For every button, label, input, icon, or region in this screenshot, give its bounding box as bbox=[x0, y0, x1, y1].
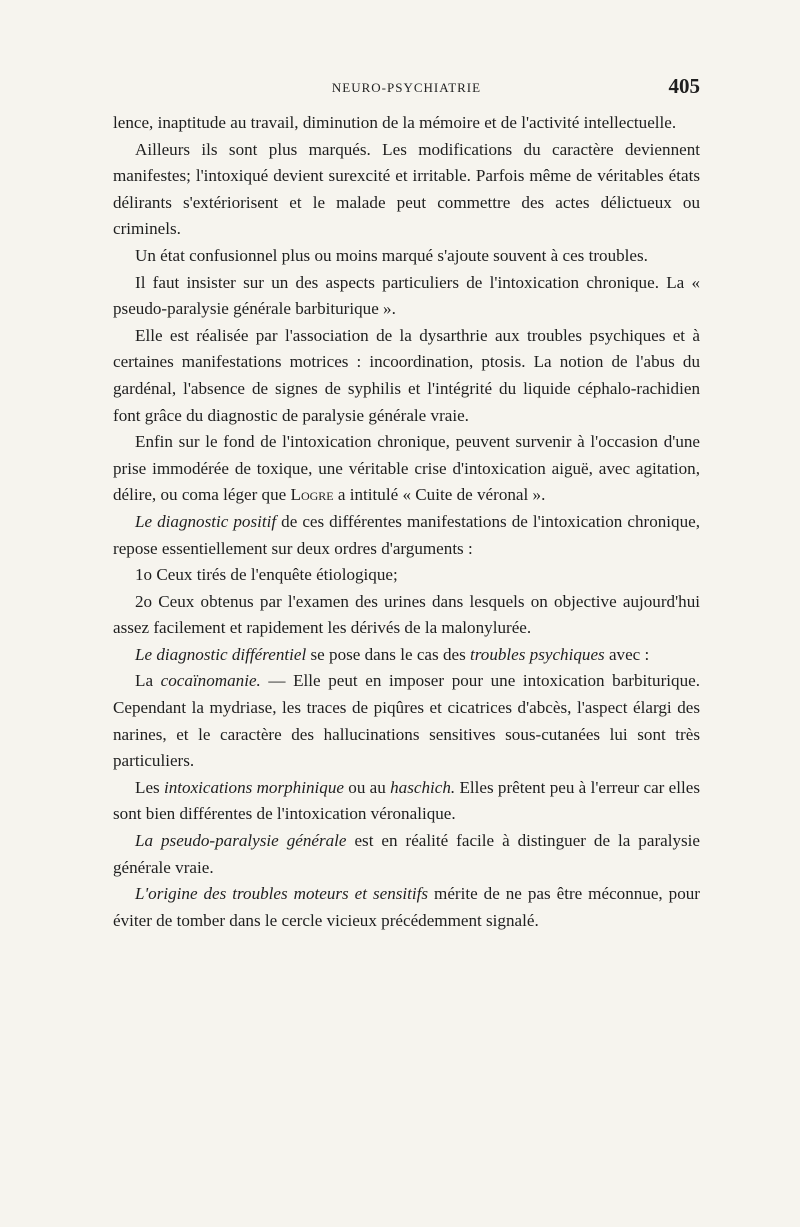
paragraph-2: Ailleurs ils sont plus marqués. Les modifications du caractère deviennent manifestes; l'intoxiqué devient surexcité et irritable. Parfois même de véritables états délirants s'extériorisent et le malade peut commettre des actes délictueux ou criminels. bbox=[113, 139, 700, 239]
paragraph-10-after: avec : bbox=[604, 644, 650, 664]
paragraph-10-mid: se pose dans le cas des bbox=[306, 644, 471, 664]
paragraph-11-after: — Elle peut en imposer pour une intoxication barbiturique. Cependant la mydriase, les traces de piqûres et cicatrices d'abcès, l'aspect élargi des narines, et le caractère des hallucinations sensitives sous-cutanées lui sont très particuliers. bbox=[113, 671, 700, 771]
paragraph-12-after: Elles prêtent peu à l'erreur car elles sont bien différentes de l'intoxication véronalique. bbox=[113, 777, 700, 824]
author-name: Logre bbox=[290, 485, 334, 505]
running-head: NEURO-PSYCHIATRIE bbox=[331, 80, 482, 95]
body-text bbox=[113, 110, 700, 934]
origine-troubles-term: L'origine des troubles moteurs et sensitifs bbox=[135, 884, 429, 904]
paragraph-14-after: mérite de ne pas être méconnue, pour éviter de tomber dans le cercle vicieux précédemment signalé. bbox=[113, 884, 700, 930]
intoxications-morphinique-term: intoxications morphinique bbox=[163, 777, 344, 797]
cocainomanie-term: cocaïnomanie. bbox=[160, 671, 261, 691]
diagnostic-differentiel-heading: Le diagnostic différentiel bbox=[135, 644, 307, 664]
paragraph-6-after: a intitulé « Cuite de véronal ». bbox=[333, 485, 546, 505]
paragraph-12 bbox=[113, 775, 700, 828]
paragraph-3: Un état confusionnel plus ou moins marqué s'ajoute souvent à ces troubles. bbox=[135, 245, 648, 265]
paragraph-13 bbox=[113, 828, 700, 881]
paragraph-6 bbox=[113, 429, 700, 509]
paragraph-12-mid: ou au bbox=[343, 777, 391, 797]
paragraph-14 bbox=[113, 881, 700, 934]
haschich-term: haschich. bbox=[390, 777, 456, 797]
pseudo-paralysie-term: La pseudo-paralysie générale bbox=[135, 831, 347, 851]
paragraph-9: 2o Ceux obtenus par l'examen des urines dans lesquels on objective aujourd'hui assez facilement et rapidement les dérivés de la malonylurée. bbox=[113, 591, 700, 638]
paragraph-7-rest: de ces différentes manifestations de l'intoxication chronique, repose essentiellement sur deux ordres d'arguments : bbox=[113, 511, 700, 558]
paragraph-11 bbox=[113, 668, 700, 774]
paragraph-1: lence, inaptitude au travail, diminution de la mémoire et de l'activité intellectuelle. bbox=[113, 113, 677, 132]
paragraph-6-before: Enfin sur le fond de l'intoxication chronique, peuvent survenir à l'occasion d'une prise immodérée de toxique, une véritable crise d'intoxication aiguë, avec agitation, délire, ou coma léger que bbox=[113, 432, 700, 505]
troubles-psychiques-term: troubles psychiques bbox=[470, 644, 605, 664]
paragraph-12-before: Les bbox=[135, 777, 164, 797]
paragraph-10 bbox=[113, 642, 700, 669]
paragraph-4: Il faut insister sur un des aspects particuliers de l'intoxication chronique. La « pseudo-paralysie générale barbiturique ». bbox=[113, 272, 700, 319]
paragraph-8: 1o Ceux tirés de l'enquête étiologique; bbox=[135, 565, 398, 585]
page-number: 405 bbox=[668, 74, 700, 98]
page-header bbox=[113, 70, 700, 110]
paragraph-5: Elle est réalisée par l'association de la dysarthrie aux troubles psychiques et à certaines manifestations motrices : incoordination, ptosis. La notion de l'abus du gardénal, l'absence de signes de syphilis et l'intégrité du liquide céphalo-rachidien font grâce du diagnostic de paralysie générale vraie. bbox=[113, 325, 700, 425]
book-page bbox=[113, 70, 700, 934]
paragraph-13-after: est en réalité facile à distinguer de la paralysie générale vraie. bbox=[113, 831, 701, 877]
diagnostic-positif-heading: Le diagnostic positif bbox=[135, 511, 277, 531]
paragraph-11-before: La bbox=[135, 671, 161, 691]
paragraph-7 bbox=[113, 509, 700, 562]
